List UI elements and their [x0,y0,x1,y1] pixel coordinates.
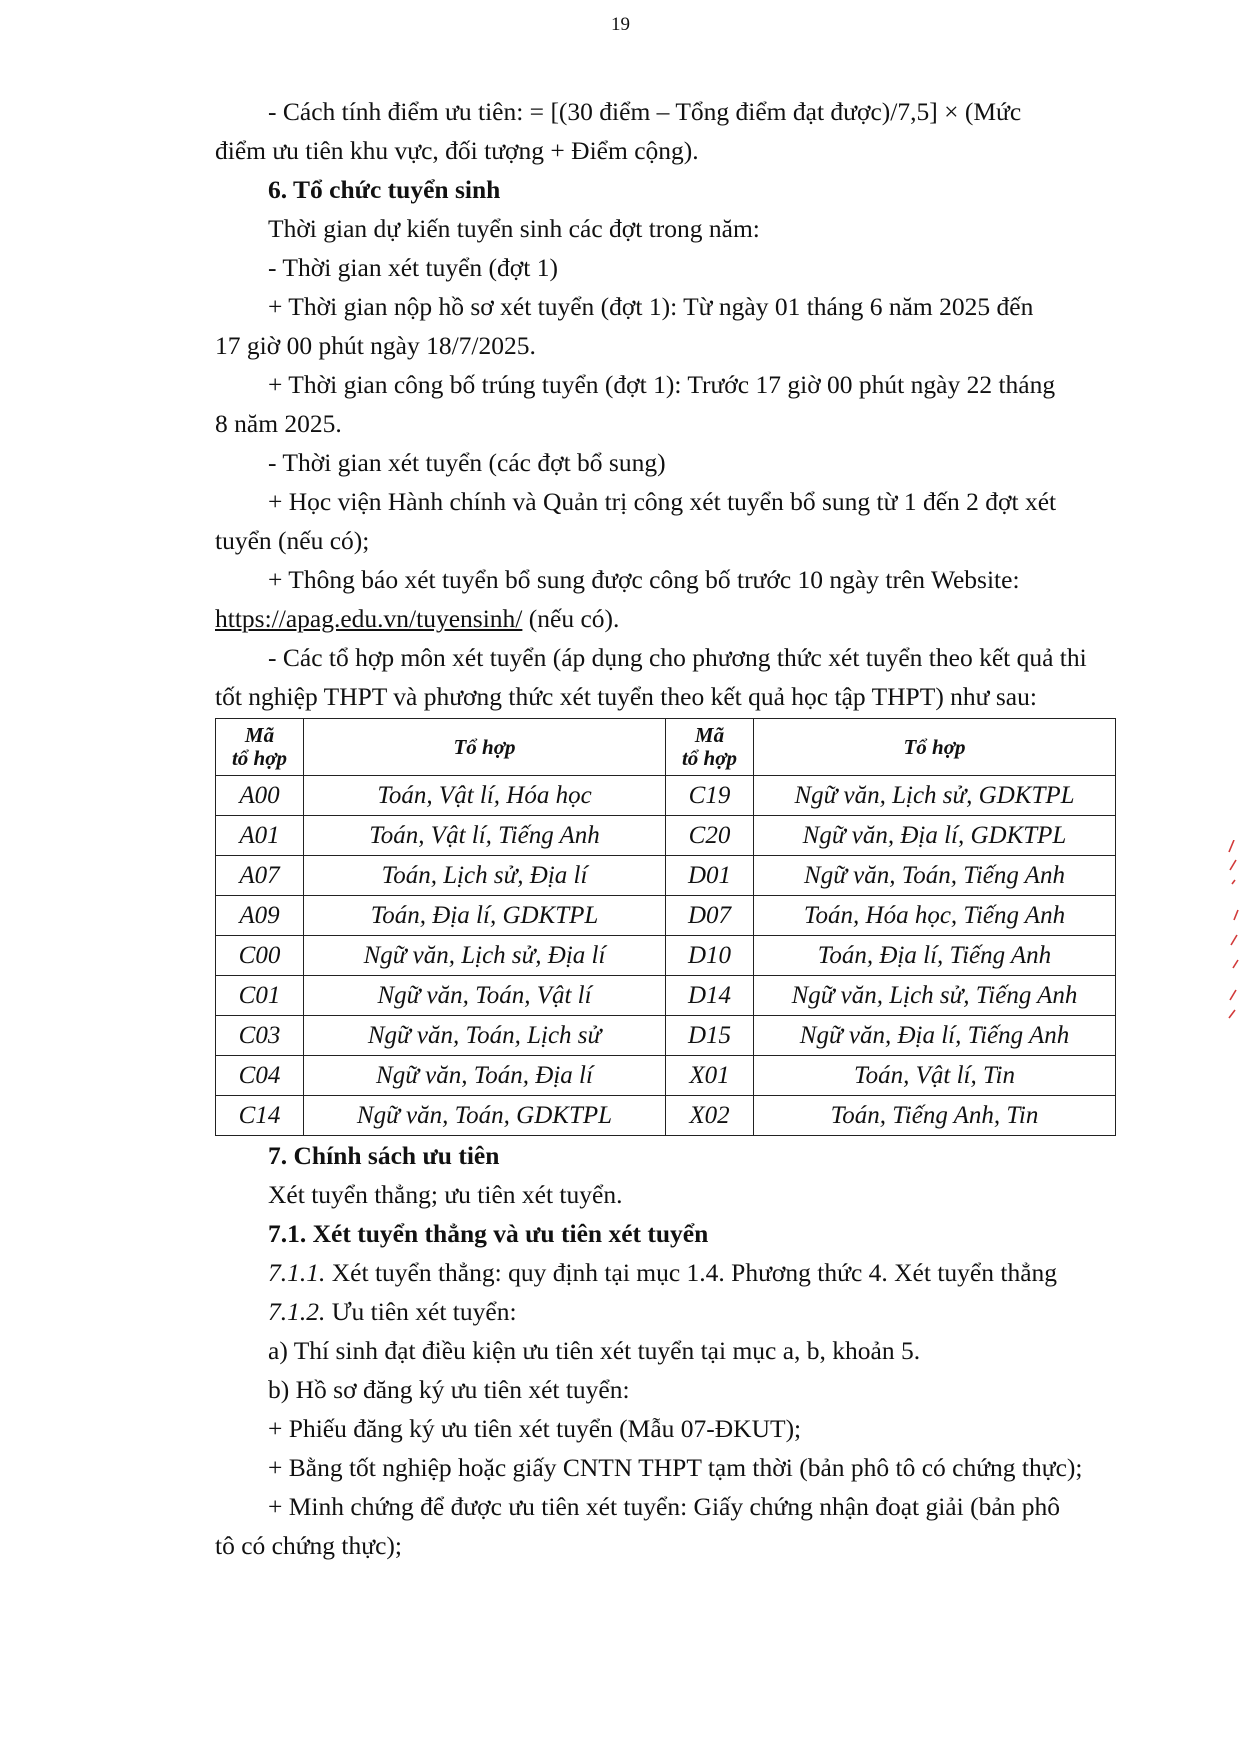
item-711 [215,1253,1115,1292]
combos-intro-line1: - Các tổ hợp môn xét tuyển (áp dụng cho phương thức xét tuyển theo kết quả thi [268,643,1087,672]
header-code-right [666,719,754,776]
round1-submit-line1: + Thời gian nộp hồ sơ xét tuyển (đợt 1): Từ ngày 01 tháng 6 năm 2025 đến [268,292,1034,321]
header-combo-left: Tổ hợp [304,719,666,776]
header-code-line1: Mã [694,723,725,747]
priority-formula-line2: điểm ưu tiên khu vực, đối tượng + Điểm cộng). [215,136,699,165]
table-row [216,936,1116,976]
item-b3-line2: tô có chứng thực); [215,1531,402,1560]
table-row [216,976,1116,1016]
combo-subjects-right: Ngữ văn, Toán, Tiếng Anh [754,856,1116,896]
round1-announce-line1: + Thời gian công bố trúng tuyển (đợt 1): Trước 17 giờ 00 phút ngày 22 tháng [268,370,1056,399]
admissions-website-link[interactable]: https://apag.edu.vn/tuyensinh/ [215,604,523,633]
item-a: a) Thí sinh đạt điều kiện ưu tiên xét tuyển tại mục a, b, khoản 5. [268,1336,921,1365]
combo-code-left: C01 [216,976,304,1016]
section-71-heading: 7.1. Xét tuyển thẳng và ưu tiên xét tuyển [268,1219,709,1248]
header-code-left [216,719,304,776]
table-row [216,1056,1116,1096]
combo-subjects-right: Ngữ văn, Địa lí, Tiếng Anh [754,1016,1116,1056]
table-header-row [216,719,1116,776]
combo-subjects-right: Ngữ văn, Địa lí, GDKTPL [754,816,1116,856]
seal-stroke-1 [1229,840,1238,1018]
item-b1: + Phiếu đăng ký ưu tiên xét tuyển (Mẫu 07-ĐKUT); [268,1414,802,1443]
combo-subjects-left: Ngữ văn, Toán, GDKTPL [304,1096,666,1136]
section-6-intro: Thời gian dự kiến tuyển sinh các đợt trong năm: [268,214,760,243]
item-b: b) Hồ sơ đăng ký ưu tiên xét tuyển: [268,1375,630,1404]
combos-intro-line2: tốt nghiệp THPT và phương thức xét tuyển theo kết quả học tập THPT) như sau: [215,682,1037,711]
combo-subjects-left: Ngữ văn, Lịch sử, Địa lí [304,936,666,976]
combo-code-right: D10 [666,936,754,976]
combo-subjects-right: Toán, Hóa học, Tiếng Anh [754,896,1116,936]
table-row [216,856,1116,896]
extra-notice-suffix: (nếu có). [522,604,620,633]
combo-subjects-right: Toán, Địa lí, Tiếng Anh [754,936,1116,976]
round1-announce-line2: 8 năm 2025. [215,409,342,438]
extra-academy-line1: + Học viện Hành chính và Quản trị công xét tuyển bổ sung từ 1 đến 2 đợt xét [268,487,1057,516]
table-row [216,776,1116,816]
item-712-number: 7.1.2. [268,1297,326,1326]
page-number: 19 [611,14,630,35]
section-7-heading: 7. Chính sách ưu tiên [268,1141,500,1170]
round1-heading: - Thời gian xét tuyển (đợt 1) [268,253,558,282]
extra-notice-line2 [215,599,1115,638]
header-code-line2: tổ hợp [681,746,738,770]
table-row [216,1096,1116,1136]
combo-code-left: A09 [216,896,304,936]
header-code-line2: tổ hợp [231,746,288,770]
extra-notice-line1: + Thông báo xét tuyển bổ sung được công bố trước 10 ngày trên Website: [268,565,1020,594]
combo-code-right: X02 [666,1096,754,1136]
combo-subjects-left: Ngữ văn, Toán, Vật lí [304,976,666,1016]
combo-subjects-right: Ngữ văn, Lịch sử, GDKTPL [754,776,1116,816]
combo-code-right: C19 [666,776,754,816]
combo-code-left: A01 [216,816,304,856]
item-b3-line1: + Minh chứng để được ưu tiên xét tuyển: Giấy chứng nhận đoạt giải (bản phô [268,1492,1061,1521]
red-seal-fragment [1226,840,1240,1020]
combo-code-left: A07 [216,856,304,896]
combo-code-left: C14 [216,1096,304,1136]
combo-subjects-left: Toán, Vật lí, Tiếng Anh [304,816,666,856]
combo-code-right: D01 [666,856,754,896]
section-6-heading: 6. Tổ chức tuyển sinh [268,175,501,204]
header-code-line1: Mã [244,723,275,747]
header-combo-right: Tổ hợp [754,719,1116,776]
priority-formula-line1: - Cách tính điểm ưu tiên: = [(30 điểm – Tổng điểm đạt được)/7,5] × (Mức [268,97,1022,126]
round1-submit-line2: 17 giờ 00 phút ngày 18/7/2025. [215,331,536,360]
combo-code-right: X01 [666,1056,754,1096]
extra-rounds-heading: - Thời gian xét tuyển (các đợt bổ sung) [268,448,666,477]
combo-code-left: C03 [216,1016,304,1056]
combo-subjects-right: Toán, Tiếng Anh, Tin [754,1096,1116,1136]
combo-subjects-left: Toán, Vật lí, Hóa học [304,776,666,816]
combo-code-right: D14 [666,976,754,1016]
item-711-number: 7.1.1. [268,1258,326,1287]
combo-code-right: D15 [666,1016,754,1056]
combo-subjects-left: Ngữ văn, Toán, Địa lí [304,1056,666,1096]
combo-subjects-left: Toán, Địa lí, GDKTPL [304,896,666,936]
combo-subjects-right: Ngữ văn, Lịch sử, Tiếng Anh [754,976,1116,1016]
combo-code-right: C20 [666,816,754,856]
combo-code-left: C00 [216,936,304,976]
item-b2: + Bằng tốt nghiệp hoặc giấy CNTN THPT tạm thời (bản phô tô có chứng thực); [268,1453,1083,1482]
item-711-text: Xét tuyển thẳng: quy định tại mục 1.4. Phương thức 4. Xét tuyển thẳng [325,1258,1058,1287]
combo-code-right: D07 [666,896,754,936]
section-7-intro: Xét tuyển thẳng; ưu tiên xét tuyển. [268,1180,623,1209]
combo-code-left: A00 [216,776,304,816]
extra-academy-line2: tuyển (nếu có); [215,526,370,555]
document-body [215,92,1115,1565]
combo-subjects-right: Toán, Vật lí, Tin [754,1056,1116,1096]
combo-subjects-left: Toán, Lịch sử, Địa lí [304,856,666,896]
item-712 [215,1292,1115,1331]
table-row [216,896,1116,936]
combo-subjects-left: Ngữ văn, Toán, Lịch sử [304,1016,666,1056]
table-row [216,816,1116,856]
table-row [216,1016,1116,1056]
subject-combinations-table [215,718,1116,1136]
item-712-text: Ưu tiên xét tuyển: [325,1297,517,1326]
combo-code-left: C04 [216,1056,304,1096]
table-body [216,776,1116,1136]
